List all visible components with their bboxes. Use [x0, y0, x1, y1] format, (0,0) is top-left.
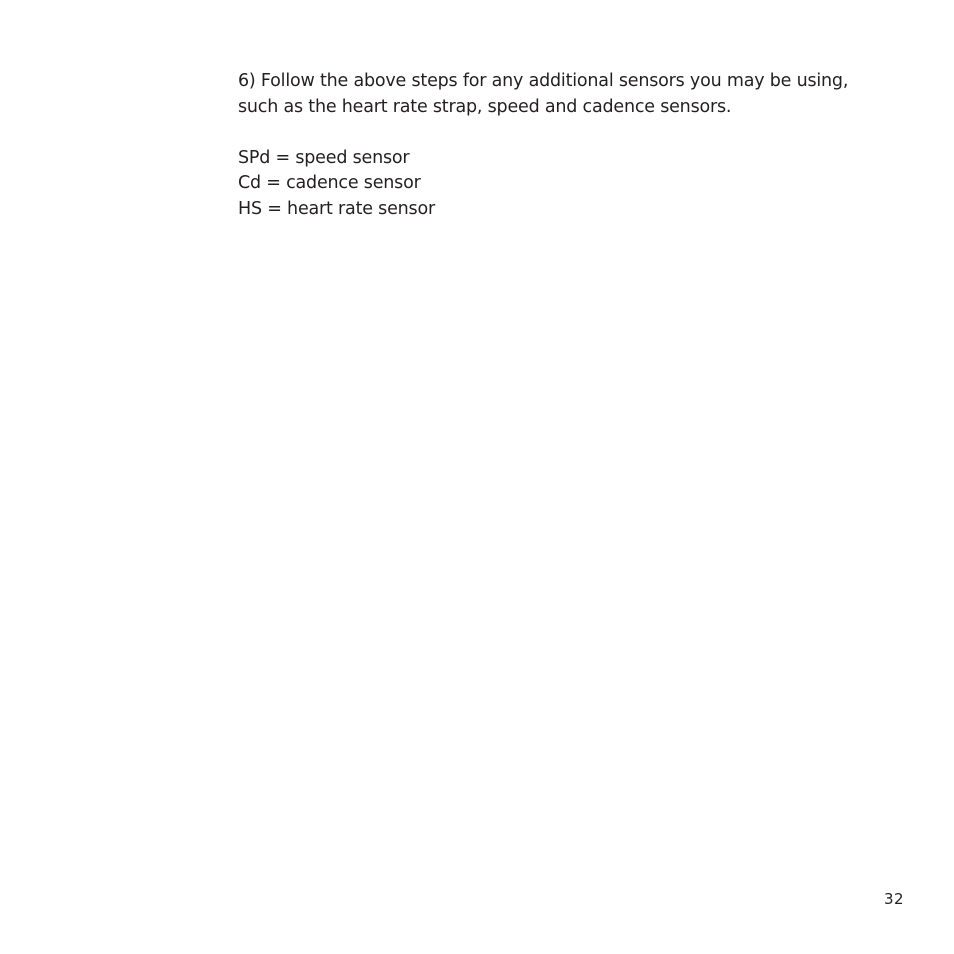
instruction-step-6 [238, 69, 878, 120]
definition-cadence-sensor: Cd = cadence sensor [238, 173, 421, 193]
page-number: 32 [884, 890, 905, 908]
sensor-abbreviation-list [238, 146, 878, 223]
page-content [238, 69, 878, 222]
instruction-line: such as the heart rate strap, speed and cadence sensors. [238, 96, 732, 117]
instruction-line: 6) Follow the above steps for any additional sensors you may be using, [238, 71, 849, 91]
definition-speed-sensor: SPd = speed sensor [238, 147, 410, 168]
definition-heart-rate-sensor: HS = heart rate sensor [238, 198, 435, 219]
